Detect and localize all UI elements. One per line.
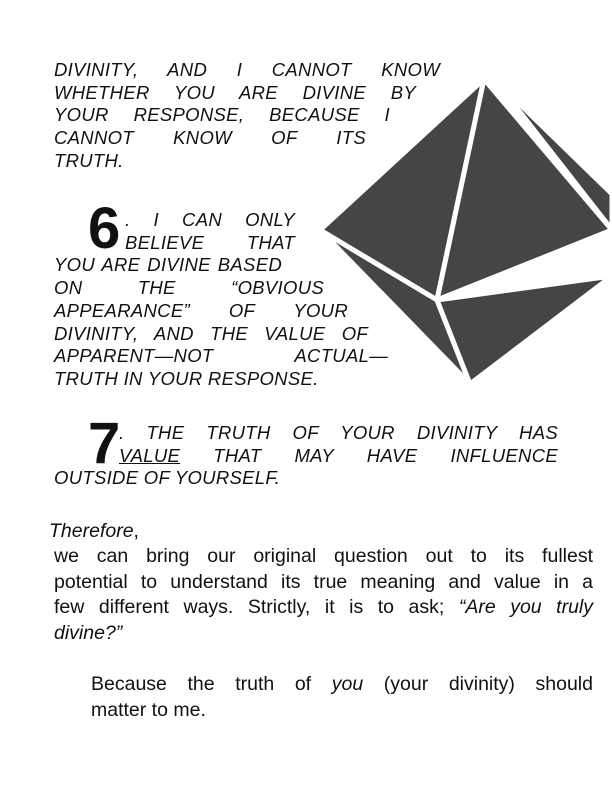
- statement-6-line-7: APPARENT—NOT ACTUAL—: [54, 345, 388, 367]
- statement-6-line-4: ON THE “OBVIOUS: [54, 277, 324, 299]
- statement-7-line-2: [119, 445, 558, 468]
- statement-6-line-8: TRUTH IN YOUR RESPONSE.: [54, 367, 319, 389]
- statement-5-continuation: [54, 59, 440, 173]
- because-line-1-start: Because the truth of: [91, 673, 332, 695]
- statement-5-line-2: WHETHER YOU ARE DIVINE BY: [54, 81, 416, 103]
- statement-5-line-5: TRUTH.: [54, 149, 124, 171]
- statement-6: [54, 196, 390, 391]
- main-paragraph: [54, 544, 593, 646]
- octahedron-face-lower-right: [437, 276, 612, 384]
- main-paragraph-line-4: divine?”: [54, 621, 123, 644]
- statement-6-line-2: BELIEVE THAT: [125, 231, 295, 253]
- therefore-comma: ,: [133, 520, 139, 542]
- statement-6-number: 6: [88, 196, 121, 261]
- statement-7-line-3: OUTSIDE OF YOURSELF.: [54, 467, 281, 489]
- statement-6-line-5: APPEARANCE” OF YOUR: [54, 299, 348, 321]
- therefore-word: Therefore: [49, 520, 134, 542]
- therefore-heading: [49, 519, 139, 545]
- main-paragraph-line-2: potential to understand its true meaning and value in a: [54, 570, 593, 593]
- statement-5-line-1: DIVINITY, AND I CANNOT KNOW: [54, 59, 440, 80]
- statement-7: [54, 411, 558, 490]
- because-paragraph-line-2: matter to me.: [91, 698, 206, 721]
- main-paragraph-line-1: we can bring our original question out to its fullest: [54, 545, 593, 567]
- statement-7-line-2-rest: THAT MAY HAVE INFLUENCE: [180, 444, 558, 466]
- main-paragraph-line-3: [54, 595, 593, 621]
- because-paragraph-line-1: [91, 672, 593, 698]
- statement-6-line-6: DIVINITY, AND THE VALUE OF: [54, 322, 368, 344]
- statement-5-line-3: YOUR RESPONSE, BECAUSE I: [54, 104, 390, 126]
- statement-6-line-1: . I CAN ONLY: [125, 209, 295, 230]
- statement-7-number: 7: [88, 411, 121, 476]
- statement-5-line-4: CANNOT KNOW OF ITS: [54, 127, 366, 149]
- statement-7-line-1: . THE TRUTH OF YOUR DIVINITY HAS: [119, 422, 558, 443]
- statement-6-line-3: YOU ARE DIVINE BASED: [54, 254, 282, 276]
- question-quote: “Are you truly: [458, 596, 594, 618]
- because-line-1-end: (your divinity) should: [363, 673, 593, 695]
- you-emphasis: you: [331, 673, 364, 695]
- main-paragraph-line-3-plain: few different ways. Strictly, it is to ask;: [54, 596, 459, 618]
- value-underlined: VALUE: [119, 444, 181, 466]
- because-paragraph: [91, 672, 593, 723]
